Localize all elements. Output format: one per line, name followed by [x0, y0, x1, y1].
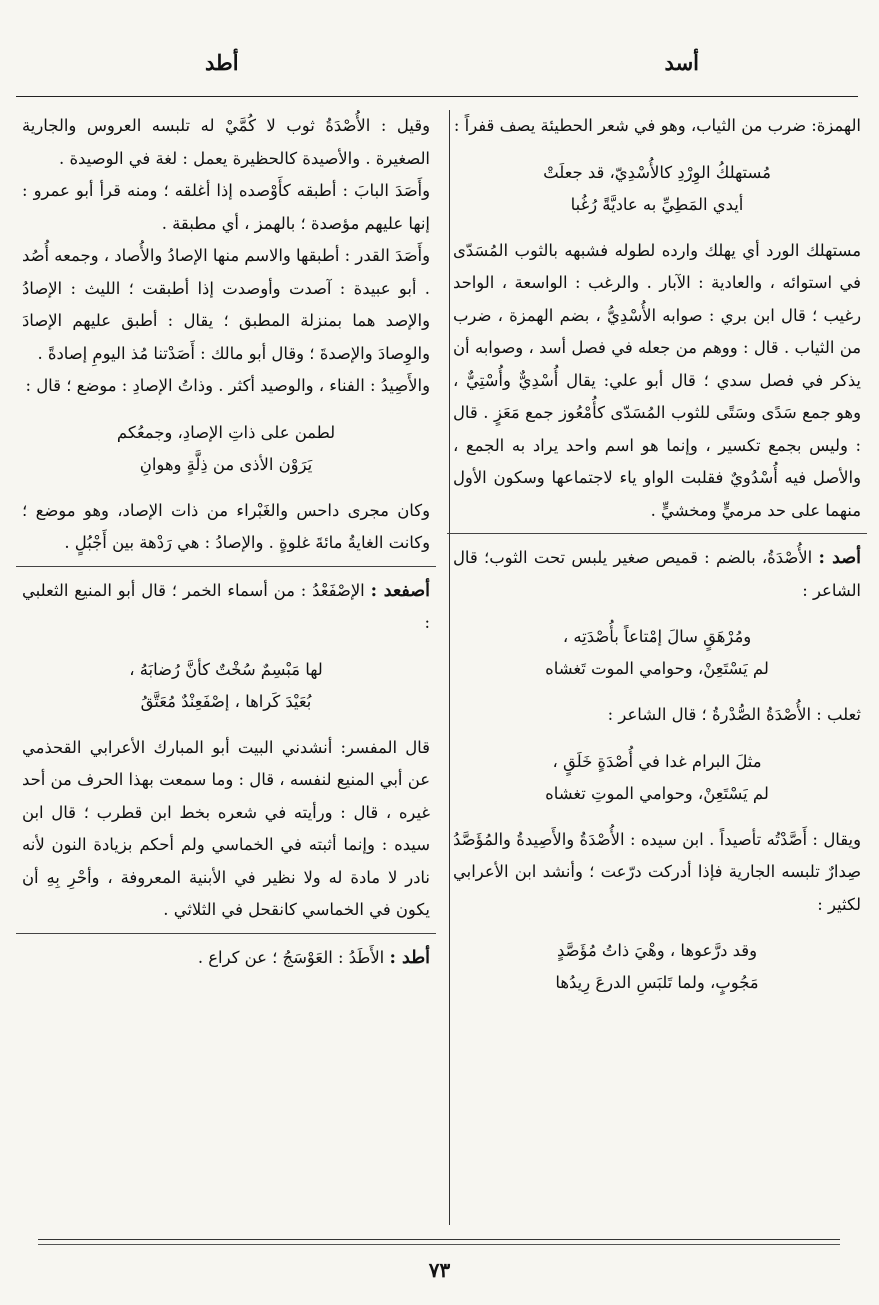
- entry-text: الأُصْدَةُ، بالضم : قميص صغير يلبس تحت الثوب؛ قال الشاعر :: [453, 548, 861, 600]
- verse-line: ومُرْهَقٍ سالَ إمْتاعاً بأُصْدَتِه ،: [562, 627, 752, 646]
- verse-line: لطمن على ذاتِ الإصادِ، وجمعُكم: [116, 422, 336, 442]
- verse-line: بُعَيْدَ كَراها ، إصْفَعِنْدٌ مُعَتَّقُ: [140, 691, 312, 711]
- verse-line: يَرَوْن الأذى من ذِلَّةٍ وهوانِ: [139, 454, 313, 474]
- entry-text: ويقال : أَصَّدْتُه تأصيداً . ابن سيده : الأُصْدَةُ والأَصِيدةُ والمُؤَصَّدُ صِدارٌ تلبسه الجارية فإذا أدركت درّعت ؛ وأنشد ابن الأعرابي لكثير :: [453, 829, 861, 914]
- entry-headword: أصفعد :: [370, 580, 431, 601]
- verse: [453, 157, 861, 221]
- verse: [22, 417, 430, 481]
- entry-separator: [447, 533, 867, 534]
- entry-separator: [16, 933, 436, 934]
- footer-rule: [38, 1244, 840, 1245]
- entry-text: الهمزة: ضرب من الثياب، وهو في شعر الحطيئة يصف قفراً :: [453, 116, 861, 135]
- verse-line: أيدي المَطِيِّ به عاديَّةً رُغُبا: [570, 194, 744, 214]
- entry-text: وأَصَدَ القدر : أطبقها والاسم منها الإصادُ والأُصاد ، وجمعه أُصُد . أبو عبيدة : آصدت وأوصدت إذا أطبقت ؛ الليث : الإصادُ والإصد هما بمنزلة المطبق ؛ يقال : أطبق عليهم الإصادَ والوِصادَ والإصدةَ ؛ وقال أبو مالك : أَصَدْتنا مُذ اليومِ إصادةً .: [22, 246, 430, 363]
- verse: [453, 935, 861, 999]
- verse: [22, 654, 430, 718]
- header-rule: [16, 96, 858, 97]
- entry-separator: [16, 566, 436, 567]
- entry-text: الأَطَدُ : العَوْسَجُ ؛ عن كراع .: [197, 947, 385, 967]
- verse: [453, 746, 861, 810]
- entry-text: وقيل : الأُصْدَةُ ثوب لا كُمَّيْ له تلبسه العروس والجارية الصغيرة . والأصيدة كالحظيرة يعمل : لغة في الوصيدة .: [22, 116, 430, 168]
- column-divider: [449, 110, 450, 1225]
- entry-headword: أصد :: [818, 548, 862, 568]
- verse-line: مُستهلكُ الوِرْدِ كالأُسْدِيّ، قد جعلَتْ: [543, 162, 771, 182]
- running-head-right: أسد: [664, 50, 699, 75]
- verse-line: لها مَبْسِمٌ سُخْتٌ كأنَّ رُضابَهُ ،: [129, 659, 323, 679]
- entry-headword: أطد :: [389, 947, 430, 968]
- verse-line: مَجُوبٍ، ولما تَلبَسِ الدرعَ رِيدُها: [555, 973, 759, 992]
- entry-text: مستهلك الورد أي يهلك وارده لطوله فشبهه بالثوب المُسَدّى في استوائه ، والعادية : الآبار . والرغب : الواسعة ، الواحد رغيب ؛ قال ابن بري : صوابه الأُسْدِيُّ ، بضم الهمزة ، ضرب من الثياب . قال : ووهم من جعله في فصل أسد ، وصوابه أن يذكر في فصل سدي ؛ قال أبو علي: يقال أُسْدِيٌّ وأُسْتِيٌّ ، وهو جمع سَدًى وسَتًى للثوب المُسَدّى كأُمْعُوز جمع مَعَزٍ . قال : وليس بجمع تكسير ، وإنما هو اسم واحد يراد به الجمع ، والأصل فيه أُسْدُويٌ فقلبت الواو ياء لاجتماعها وسكون الأول منهما على حد مرميٍّ ومخشيٍّ .: [453, 240, 861, 520]
- verse-line: لم يَسْتَعِنْ، وحوامي الموت تَغشاه: [545, 659, 769, 678]
- entry-atad: [22, 942, 430, 975]
- entry-text: والأَصِيدُ : الفناء ، والوصيد أكثر . وذاتُ الإصادِ : موضع ؛ قال :: [25, 376, 430, 395]
- page-number: ٧٣: [428, 1258, 451, 1282]
- running-head-left: أطد: [205, 50, 239, 75]
- entry-asfaad: [22, 575, 430, 640]
- entry-asad: [453, 542, 861, 607]
- verse: [453, 621, 861, 685]
- footer-rule: [38, 1239, 840, 1240]
- verse-line: وقد درَّعوها ، وهْيَ ذاتُ مُؤَصَّدٍ: [556, 941, 758, 960]
- entry-text: وكان مجرى داحس والغَبْراء من ذات الإصاد، وهو موضع ؛ وكانت الغايةُ مائةَ غلوةٍ . والإصادُ : هي رَدْهة بين أَجْبُلٍ .: [22, 500, 430, 552]
- right-column: [453, 110, 861, 1013]
- entry-text: وأَصَدَ البابَ : أطبقه كأَوْصده إذا أغلقه ؛ ومنه قرأ أبو عمرو : إنها عليهم مؤصدة ؛ بالهمز ، أي مطبقة .: [22, 181, 430, 233]
- verse-line: لم يَسْتَعِنْ، وحوامي الموتِ تغشاه: [545, 783, 769, 803]
- entry-text: قال المفسر: أنشدني البيت أبو المبارك الأعرابي القحذمي عن أبي المنيع لنفسه ، قال : وما سمعت بهذا الحرف من أحد غيره ، قال : ورأيته في شعره بخط ابن قطرب ؛ قال ابن سيده : وإنما أثبته في الخماسي ولم أحكم بزيادة النون لأنه نادر لا مادة له ولا نظير في الأبنية المعروفة ، وأحْرِ بِهِ أن يكون في الخماسي كانقحل في الثلاثي .: [22, 737, 430, 919]
- entry-text: ثعلب : الأُصْدَةُ الصُّدْرةُ ؛ قال الشاعر :: [607, 705, 861, 724]
- left-column: [22, 110, 430, 974]
- verse-line: مثلَ البرام غدا في أُصْدَةٍ خَلَقٍ ،: [552, 751, 762, 771]
- entry-text: الإصْفَعْدُ : من أسماء الخمر ؛ قال أبو المنيع الثعلبي :: [22, 580, 430, 632]
